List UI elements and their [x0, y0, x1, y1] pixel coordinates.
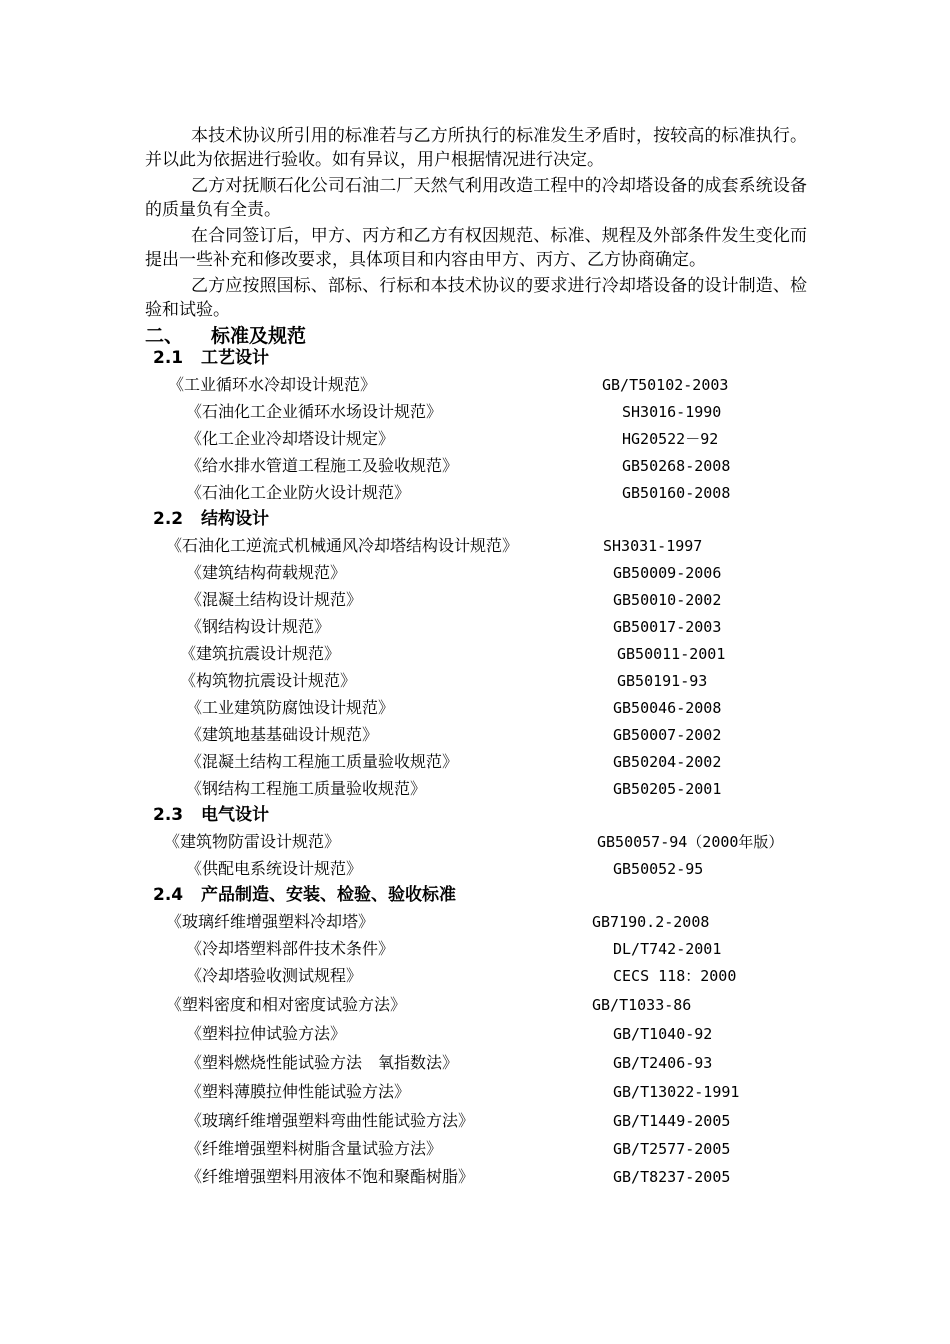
standard-code: GB7190.2-2008: [592, 913, 710, 931]
standard-title: 《塑料燃烧性能试验方法 氧指数法》: [186, 1053, 459, 1072]
subsection-heading-2-1: [153, 346, 269, 370]
standard-code: GB50009-2006: [613, 564, 722, 582]
standard-title: 《塑料密度和相对密度试验方法》: [166, 995, 407, 1014]
standard-title: 《钢结构工程施工质量验收规范》: [186, 779, 427, 798]
standard-title: 《化工企业冷却塔设计规定》: [186, 429, 395, 448]
standard-title: 《玻璃纤维增强塑料冷却塔》: [166, 912, 375, 931]
paragraph-3: 在合同签订后，甲方、丙方和乙方有权因规范、标准、规程及外部条件发生变化而提出一些补充和修改要求，具体项目和内容由甲方、丙方、乙方协商确定。: [145, 226, 807, 270]
standard-code: GB/T13022-1991: [613, 1083, 740, 1101]
standard-code: GB50160-2008: [622, 484, 731, 502]
standard-code: GB/T2406-93: [613, 1054, 713, 1072]
subsection-number: 2.2: [153, 509, 184, 529]
standard-code: GB/T1040-92: [613, 1025, 713, 1043]
subsection-heading-2-2: [153, 507, 269, 531]
standard-title: 《玻璃纤维增强塑料弯曲性能试验方法》: [186, 1111, 475, 1130]
standard-code: GB/T1449-2005: [613, 1112, 731, 1130]
standard-code: GB50268-2008: [622, 457, 731, 475]
standard-code: GB/T2577-2005: [613, 1140, 731, 1158]
standard-code: GB50057-94（2000年版）: [597, 833, 784, 851]
standard-title: 《塑料拉伸试验方法》: [186, 1024, 347, 1043]
standard-code: GB/T50102-2003: [602, 376, 729, 394]
standard-title: 《塑料薄膜拉伸性能试验方法》: [186, 1082, 411, 1101]
standard-title: 《工业循环水冷却设计规范》: [168, 375, 377, 394]
standard-title: 《石油化工企业循环水场设计规范》: [186, 402, 443, 421]
subsection-title: 产品制造、安装、检验、验收标准: [201, 885, 456, 905]
standard-title: 《钢结构设计规范》: [186, 617, 331, 636]
standard-code: CECS 118：2000: [613, 967, 737, 985]
standard-code: GB50052-95: [613, 860, 704, 878]
standard-title: 《构筑物抗震设计规范》: [180, 671, 357, 690]
subsection-number: 2.1: [153, 348, 184, 368]
standard-title: 《纤维增强塑料树脂含量试验方法》: [186, 1139, 443, 1158]
standard-title: 《建筑物防雷设计规范》: [164, 832, 341, 851]
standard-code: HG20522－92: [622, 430, 719, 448]
standard-code: SH3016-1990: [622, 403, 722, 421]
standard-title: 《冷却塔验收测试规程》: [186, 966, 363, 985]
standard-title: 《供配电系统设计规范》: [186, 859, 363, 878]
paragraph-1: 本技术协议所引用的标准若与乙方所执行的标准发生矛盾时，按较高的标准执行。并以此为依据进行验收。如有异议，用户根据情况进行决定。: [145, 126, 807, 170]
standard-code: GB50191-93: [617, 672, 708, 690]
standard-code: GB/T8237-2005: [613, 1168, 731, 1186]
subsection-number: 2.4: [153, 885, 184, 905]
subsection-heading-2-4: [153, 883, 456, 907]
standard-code: GB/T1033-86: [592, 996, 692, 1014]
subsection-heading-2-3: [153, 803, 269, 827]
standard-title: 《纤维增强塑料用液体不饱和聚酯树脂》: [186, 1167, 475, 1186]
standard-title: 《冷却塔塑料部件技术条件》: [186, 939, 395, 958]
section-number: 二、: [145, 325, 184, 347]
standard-code: GB50046-2008: [613, 699, 722, 717]
standard-title: 《建筑地基基础设计规范》: [186, 725, 379, 744]
paragraph-4: 乙方应按照国标、部标、行标和本技术协议的要求进行冷却塔设备的设计制造、检验和试验。: [145, 276, 807, 320]
standard-title: 《混凝土结构设计规范》: [186, 590, 363, 609]
standard-code: GB50205-2001: [613, 780, 722, 798]
standard-title: 《给水排水管道工程施工及验收规范》: [186, 456, 459, 475]
standard-title: 《工业建筑防腐蚀设计规范》: [186, 698, 395, 717]
standard-code: GB50204-2002: [613, 753, 722, 771]
standard-code: SH3031-1997: [603, 537, 703, 555]
standard-title: 《建筑抗震设计规范》: [180, 644, 341, 663]
standard-code: GB50011-2001: [617, 645, 726, 663]
standard-title: 《石油化工逆流式机械通风冷却塔结构设计规范》: [166, 536, 519, 555]
paragraph-2: 乙方对抚顺石化公司石油二厂天然气利用改造工程中的冷却塔设备的成套系统设备的质量负有全责。: [145, 176, 807, 220]
subsection-title: 电气设计: [201, 805, 269, 825]
standard-title: 《石油化工企业防火设计规范》: [186, 483, 411, 502]
subsection-number: 2.3: [153, 805, 184, 825]
subsection-title: 结构设计: [201, 509, 269, 529]
section-title: 标准及规范: [211, 325, 307, 347]
standard-title: 《建筑结构荷载规范》: [186, 563, 347, 582]
standard-title: 《混凝土结构工程施工质量验收规范》: [186, 752, 459, 771]
standard-code: GB50010-2002: [613, 591, 722, 609]
standard-code: GB50007-2002: [613, 726, 722, 744]
standard-code: DL/T742-2001: [613, 940, 722, 958]
subsection-title: 工艺设计: [201, 348, 269, 368]
standard-code: GB50017-2003: [613, 618, 722, 636]
